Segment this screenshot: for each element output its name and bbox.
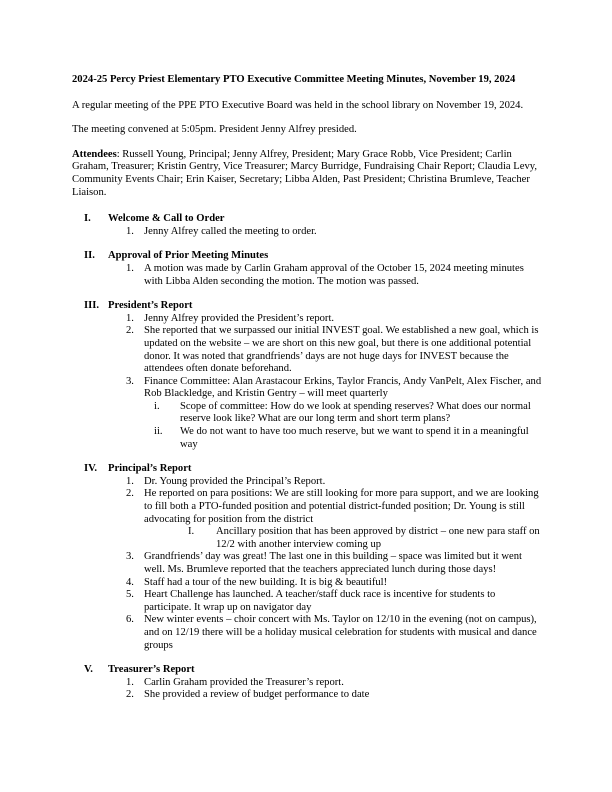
section bbox=[72, 213, 542, 238]
section-heading bbox=[72, 213, 542, 226]
list-item-number bbox=[108, 614, 144, 652]
attendees-paragraph bbox=[72, 149, 542, 199]
sub-list-item-text: Ancillary position that has been approved by district – one new para staff on 12/2 with another interview coming up bbox=[216, 526, 540, 550]
sub-list-item-number: I. bbox=[188, 526, 195, 538]
section-number-text: IV. bbox=[84, 463, 98, 475]
document-title: 2024-25 Percy Priest Elementary PTO Executive Committee Meeting Minutes, November 19, 2024 bbox=[72, 74, 516, 85]
section-items bbox=[108, 677, 542, 702]
list-item-text: Jenny Alfrey called the meeting to order. bbox=[144, 225, 317, 237]
section-heading bbox=[72, 664, 542, 677]
list-item bbox=[108, 226, 542, 239]
sub-list-item-text: We do not want to have too much reserve, but we want to spend it in a meaningful way bbox=[180, 426, 529, 450]
list-item-text: Jenny Alfrey provided the President’s report. bbox=[144, 312, 335, 324]
list-item bbox=[108, 263, 542, 288]
section-number bbox=[72, 250, 108, 263]
list-item-number-text: 1. bbox=[126, 312, 134, 324]
list-item-number-text: 2. bbox=[126, 689, 134, 701]
list-item bbox=[108, 488, 542, 526]
list-item-number-text: 1. bbox=[126, 225, 134, 237]
list-item-text: Staff had a tour of the new building. It is big & beautiful! bbox=[144, 576, 388, 588]
sub-list-item-number: ii. bbox=[154, 426, 163, 438]
section-items bbox=[108, 226, 542, 239]
section-number-text: V. bbox=[84, 664, 93, 676]
list-item bbox=[108, 677, 542, 690]
list-item-text: Heart Challenge has launched. A teacher/staff duck race is incentive for students to participate. It wrap up on navigator day bbox=[144, 589, 496, 613]
section-title: Principal’s Report bbox=[108, 463, 192, 475]
minutes-document bbox=[72, 74, 542, 714]
list-item-number bbox=[108, 376, 144, 401]
sub-list-item-text: Scope of committee: How do we look at spending reserves? What does our normal reserve look like? What are our long term and short term plans? bbox=[180, 400, 531, 425]
section-items bbox=[108, 476, 542, 652]
section-number-text: I. bbox=[84, 213, 91, 225]
section bbox=[72, 300, 542, 451]
list-item-number bbox=[108, 677, 144, 690]
list-item-text: New winter events – choir concert with Ms. Taylor on 12/10 in the evening (not on campus), and on 12/19 there will be a holiday musical celebration for students with musical and dance groups bbox=[144, 614, 537, 651]
list-item-number bbox=[108, 226, 144, 239]
list-item-text: Carlin Graham provided the Treasurer’s report. bbox=[144, 676, 344, 688]
section-title: Welcome & Call to Order bbox=[108, 213, 225, 225]
section-number bbox=[72, 463, 108, 476]
section-number bbox=[72, 664, 108, 677]
list-item-number bbox=[108, 263, 144, 288]
list-item-number-text: 1. bbox=[126, 262, 134, 274]
list-item-number-text: 6. bbox=[126, 614, 134, 626]
list-item-number-text: 1. bbox=[126, 475, 134, 487]
sub-list-item bbox=[144, 401, 542, 426]
list-item bbox=[108, 476, 542, 489]
list-item bbox=[108, 589, 542, 614]
list-item bbox=[108, 551, 542, 576]
convened-paragraph: The meeting convened at 5:05pm. President Jenny Alfrey presided. bbox=[72, 124, 357, 136]
section-heading bbox=[72, 300, 542, 313]
list-item-number-text: 2. bbox=[126, 325, 134, 337]
list-item-number-text: 4. bbox=[126, 576, 134, 588]
sections-list bbox=[72, 213, 542, 702]
sub-list-item bbox=[188, 526, 542, 551]
list-item-number-text: 2. bbox=[126, 488, 134, 500]
attendees-list: : Russell Young, Principal; Jenny Alfrey, President; Mary Grace Robb, Vice President; Carlin Graham, Treasurer; Kristin Gentry, Vice Treasurer; Marcy Burridge, Fundraising Chair Report; Claudia Levy, Community Events Chair; Erin Kaiser, Secretary; Libba Alden, Past President; Christina Brumleve, Teacher Liaison. bbox=[72, 148, 538, 198]
list-item-number bbox=[108, 325, 144, 375]
attendees-label: Attendees bbox=[72, 148, 117, 160]
sub-list-item bbox=[144, 426, 542, 451]
list-item-number bbox=[108, 589, 144, 614]
section-title: Treasurer’s Report bbox=[108, 664, 195, 676]
section-number bbox=[72, 300, 108, 313]
sub-list-item-number: i. bbox=[154, 400, 160, 412]
list-item-text: He reported on para positions: We are still looking for more para support, and we are looking to fill both a PTO-funded position and potential district-funded position; Dr. Young is still advocating for position from the district bbox=[144, 488, 539, 525]
list-item-number bbox=[108, 577, 144, 590]
list-item bbox=[108, 689, 542, 702]
section-heading bbox=[72, 250, 542, 263]
section-title: Approval of Prior Meeting Minutes bbox=[108, 250, 269, 262]
intro-paragraph: A regular meeting of the PPE PTO Executive Board was held in the school library on November 19, 2024. bbox=[72, 99, 524, 111]
section-number-text: III. bbox=[84, 300, 100, 312]
list-item-number-text: 3. bbox=[126, 551, 134, 563]
list-item-number-text: 3. bbox=[126, 375, 134, 387]
list-item-number-text: 1. bbox=[126, 676, 134, 688]
section bbox=[72, 250, 542, 288]
list-item-text: She reported that we surpassed our initial INVEST goal. We established a new goal, which is updated on the website – we are short on this new goal, but there is one additional potential donor. It was noted that grandfriends’ days are not huge days for INVEST because the attendees often donate beforehand. bbox=[144, 325, 539, 375]
section bbox=[72, 463, 542, 652]
section-number-text: II. bbox=[84, 250, 95, 262]
list-item-text: Dr. Young provided the Principal’s Report. bbox=[144, 475, 326, 487]
list-item-text: A motion was made by Carlin Graham approval of the October 15, 2024 meeting minutes with Libba Alden seconding the motion. The motion was passed. bbox=[144, 262, 524, 287]
list-item-text: Grandfriends’ day was great! The last one in this building – space was limited but it went well. Ms. Brumleve reported that the teachers appreciated lunch during those days! bbox=[144, 551, 522, 575]
list-item-text: Finance Committee: Alan Arastacour Erkins, Taylor Francis, Andy VanPelt, Alex Fischer, and Rob Blackledge, and Kristin Gentry – will meet quarterly bbox=[144, 375, 542, 400]
list-item-number bbox=[108, 488, 144, 526]
section-number bbox=[72, 213, 108, 226]
section-items bbox=[108, 313, 542, 452]
list-item-number bbox=[108, 476, 144, 489]
list-item bbox=[108, 376, 542, 401]
list-item bbox=[108, 577, 542, 590]
section-title: President’s Report bbox=[108, 300, 193, 312]
list-item bbox=[108, 614, 542, 652]
list-item bbox=[108, 325, 542, 375]
section bbox=[72, 664, 542, 702]
list-item-number-text: 5. bbox=[126, 589, 134, 601]
list-item-text: She provided a review of budget performance to date bbox=[144, 689, 370, 701]
list-item bbox=[108, 313, 542, 326]
list-item-number bbox=[108, 313, 144, 326]
list-item-number bbox=[108, 689, 144, 702]
section-items bbox=[108, 263, 542, 288]
list-item-number bbox=[108, 551, 144, 576]
section-heading bbox=[72, 463, 542, 476]
